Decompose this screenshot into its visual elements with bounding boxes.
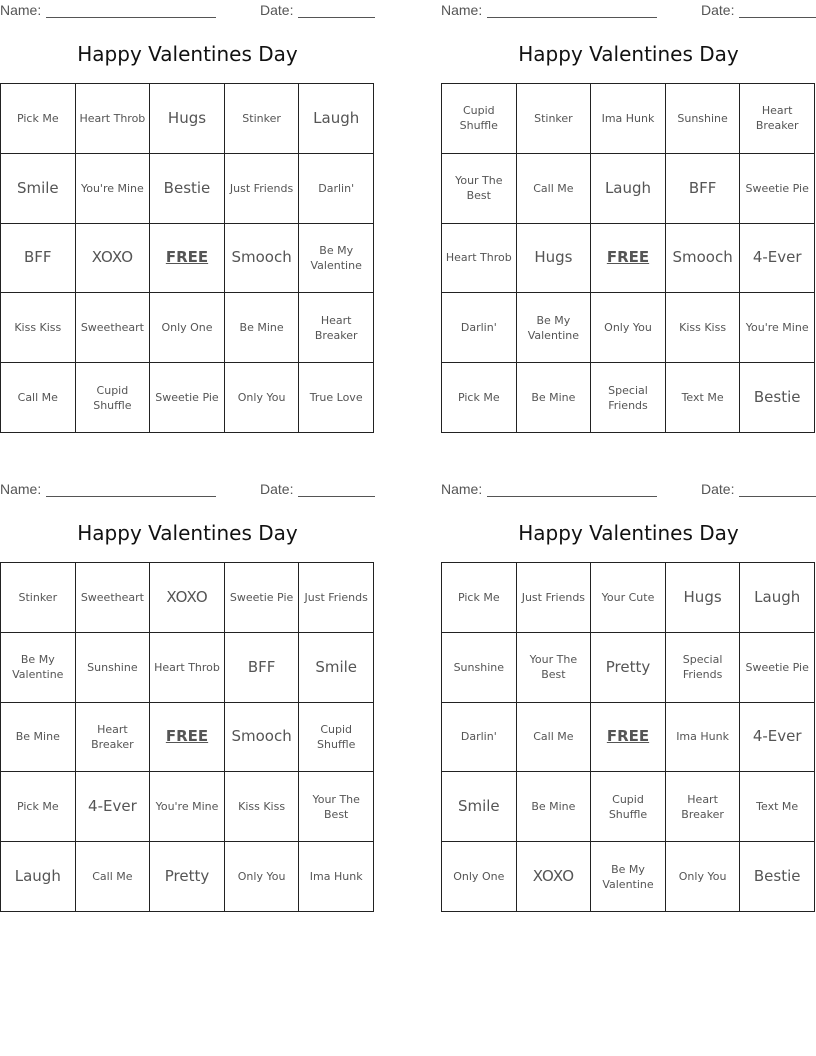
bingo-cell: Sunshine xyxy=(76,633,151,703)
bingo-cell: Cupid Shuffle xyxy=(442,84,517,154)
bingo-cell: Only You xyxy=(225,363,300,433)
bingo-cell: Just Friends xyxy=(299,563,374,633)
bingo-cell: Pick Me xyxy=(442,563,517,633)
bingo-cell: Hugs xyxy=(517,224,592,294)
bingo-cell: Text Me xyxy=(666,363,741,433)
bingo-cell: 4-Ever xyxy=(740,703,815,773)
free-space-cell: FREE xyxy=(150,224,225,294)
bingo-cell: Ima Hunk xyxy=(591,84,666,154)
bingo-grid xyxy=(0,83,374,433)
date-blank-line xyxy=(739,496,816,497)
bingo-cell: Heart Breaker xyxy=(299,293,374,363)
bingo-cell: Be Mine xyxy=(517,772,592,842)
bingo-cell: Text Me xyxy=(740,772,815,842)
bingo-cell: Laugh xyxy=(299,84,374,154)
bingo-cell: Be Mine xyxy=(225,293,300,363)
bingo-cell: Be My Valentine xyxy=(591,842,666,912)
bingo-cell: Your The Best xyxy=(442,154,517,224)
bingo-cell: Sweetheart xyxy=(76,563,151,633)
bingo-cell: Laugh xyxy=(1,842,76,912)
bingo-cell: Your The Best xyxy=(299,772,374,842)
bingo-cell: Be My Valentine xyxy=(299,224,374,294)
bingo-cell: BFF xyxy=(1,224,76,294)
date-label: Date: xyxy=(701,2,735,18)
bingo-cell: Sweetie Pie xyxy=(150,363,225,433)
card-header xyxy=(0,481,375,499)
bingo-cell: XOXO xyxy=(76,224,151,294)
bingo-cell: BFF xyxy=(666,154,741,224)
bingo-cell: Heart Throb xyxy=(150,633,225,703)
bingo-cell: You're Mine xyxy=(76,154,151,224)
bingo-cell: Sweetheart xyxy=(76,293,151,363)
bingo-cell: Pick Me xyxy=(1,84,76,154)
bingo-cell: Laugh xyxy=(591,154,666,224)
card-title: Happy Valentines Day xyxy=(77,42,298,66)
bingo-cell: 4-Ever xyxy=(740,224,815,294)
bingo-cell: Heart Breaker xyxy=(740,84,815,154)
bingo-cell: Call Me xyxy=(1,363,76,433)
card-header xyxy=(441,2,816,20)
bingo-cell: True Love xyxy=(299,363,374,433)
bingo-cell: Hugs xyxy=(666,563,741,633)
bingo-cell: Bestie xyxy=(740,842,815,912)
card-header xyxy=(441,481,816,499)
date-blank-line xyxy=(739,17,816,18)
card-title: Happy Valentines Day xyxy=(518,42,739,66)
name-blank-line xyxy=(487,17,657,18)
bingo-cell: Call Me xyxy=(517,154,592,224)
bingo-cell: Smile xyxy=(1,154,76,224)
bingo-cell: XOXO xyxy=(517,842,592,912)
date-blank-line xyxy=(298,496,375,497)
bingo-cell: Darlin' xyxy=(442,703,517,773)
card-title: Happy Valentines Day xyxy=(518,521,739,545)
free-space-cell: FREE xyxy=(150,703,225,773)
bingo-cell: Kiss Kiss xyxy=(1,293,76,363)
bingo-cell: Be Mine xyxy=(1,703,76,773)
date-label: Date: xyxy=(701,481,735,497)
bingo-cell: Call Me xyxy=(76,842,151,912)
bingo-cell: Be My Valentine xyxy=(517,293,592,363)
bingo-cell: Sweetie Pie xyxy=(740,154,815,224)
bingo-cell: Cupid Shuffle xyxy=(299,703,374,773)
bingo-card xyxy=(441,0,816,440)
bingo-cell: Stinker xyxy=(225,84,300,154)
bingo-grid xyxy=(441,562,815,912)
bingo-cell: Special Friends xyxy=(666,633,741,703)
bingo-cell: Only You xyxy=(225,842,300,912)
bingo-cell: Only You xyxy=(591,293,666,363)
bingo-cell: Just Friends xyxy=(517,563,592,633)
bingo-cell: Only You xyxy=(666,842,741,912)
bingo-cell: Only One xyxy=(150,293,225,363)
bingo-cell: Sweetie Pie xyxy=(740,633,815,703)
name-label: Name: xyxy=(0,2,42,18)
bingo-cell: Stinker xyxy=(1,563,76,633)
free-space-cell: FREE xyxy=(591,224,666,294)
bingo-cell: Darlin' xyxy=(442,293,517,363)
bingo-cell: Heart Throb xyxy=(76,84,151,154)
free-space-cell: FREE xyxy=(591,703,666,773)
bingo-cell: Pretty xyxy=(150,842,225,912)
bingo-cell: Call Me xyxy=(517,703,592,773)
bingo-cell: Your The Best xyxy=(517,633,592,703)
name-label: Name: xyxy=(441,2,483,18)
bingo-cell: Heart Throb xyxy=(442,224,517,294)
date-blank-line xyxy=(298,17,375,18)
bingo-cell: Pretty xyxy=(591,633,666,703)
bingo-cell: You're Mine xyxy=(740,293,815,363)
bingo-cell: Ima Hunk xyxy=(299,842,374,912)
bingo-cell: Bestie xyxy=(740,363,815,433)
bingo-cell: Bestie xyxy=(150,154,225,224)
bingo-cell: Be Mine xyxy=(517,363,592,433)
bingo-cell: Just Friends xyxy=(225,154,300,224)
bingo-cell: BFF xyxy=(225,633,300,703)
bingo-cell: Heart Breaker xyxy=(666,772,741,842)
bingo-card xyxy=(0,479,375,919)
name-label: Name: xyxy=(441,481,483,497)
name-blank-line xyxy=(46,17,216,18)
bingo-cell: Kiss Kiss xyxy=(666,293,741,363)
bingo-grid xyxy=(441,83,815,433)
bingo-cell: Pick Me xyxy=(442,363,517,433)
bingo-cell: Your Cute xyxy=(591,563,666,633)
bingo-cell: Cupid Shuffle xyxy=(76,363,151,433)
bingo-card xyxy=(441,479,816,919)
bingo-cell: XOXO xyxy=(150,563,225,633)
bingo-cell: Sweetie Pie xyxy=(225,563,300,633)
name-label: Name: xyxy=(0,481,42,497)
bingo-cell: Heart Breaker xyxy=(76,703,151,773)
date-label: Date: xyxy=(260,481,294,497)
bingo-cell: 4-Ever xyxy=(76,772,151,842)
bingo-card xyxy=(0,0,375,440)
name-blank-line xyxy=(487,496,657,497)
bingo-cell: Pick Me xyxy=(1,772,76,842)
name-blank-line xyxy=(46,496,216,497)
bingo-cell: Smile xyxy=(299,633,374,703)
bingo-cell: Be My Valentine xyxy=(1,633,76,703)
date-label: Date: xyxy=(260,2,294,18)
bingo-cell: You're Mine xyxy=(150,772,225,842)
bingo-cell: Special Friends xyxy=(591,363,666,433)
bingo-cell: Smooch xyxy=(666,224,741,294)
bingo-cell: Sunshine xyxy=(442,633,517,703)
bingo-cell: Only One xyxy=(442,842,517,912)
bingo-cell: Hugs xyxy=(150,84,225,154)
bingo-cell: Laugh xyxy=(740,563,815,633)
bingo-cell: Cupid Shuffle xyxy=(591,772,666,842)
bingo-cell: Sunshine xyxy=(666,84,741,154)
bingo-grid xyxy=(0,562,374,912)
bingo-cell: Darlin' xyxy=(299,154,374,224)
bingo-cell: Smile xyxy=(442,772,517,842)
bingo-cell: Stinker xyxy=(517,84,592,154)
bingo-cell: Ima Hunk xyxy=(666,703,741,773)
card-header xyxy=(0,2,375,20)
card-title: Happy Valentines Day xyxy=(77,521,298,545)
bingo-cell: Smooch xyxy=(225,703,300,773)
bingo-cell: Kiss Kiss xyxy=(225,772,300,842)
bingo-cell: Smooch xyxy=(225,224,300,294)
